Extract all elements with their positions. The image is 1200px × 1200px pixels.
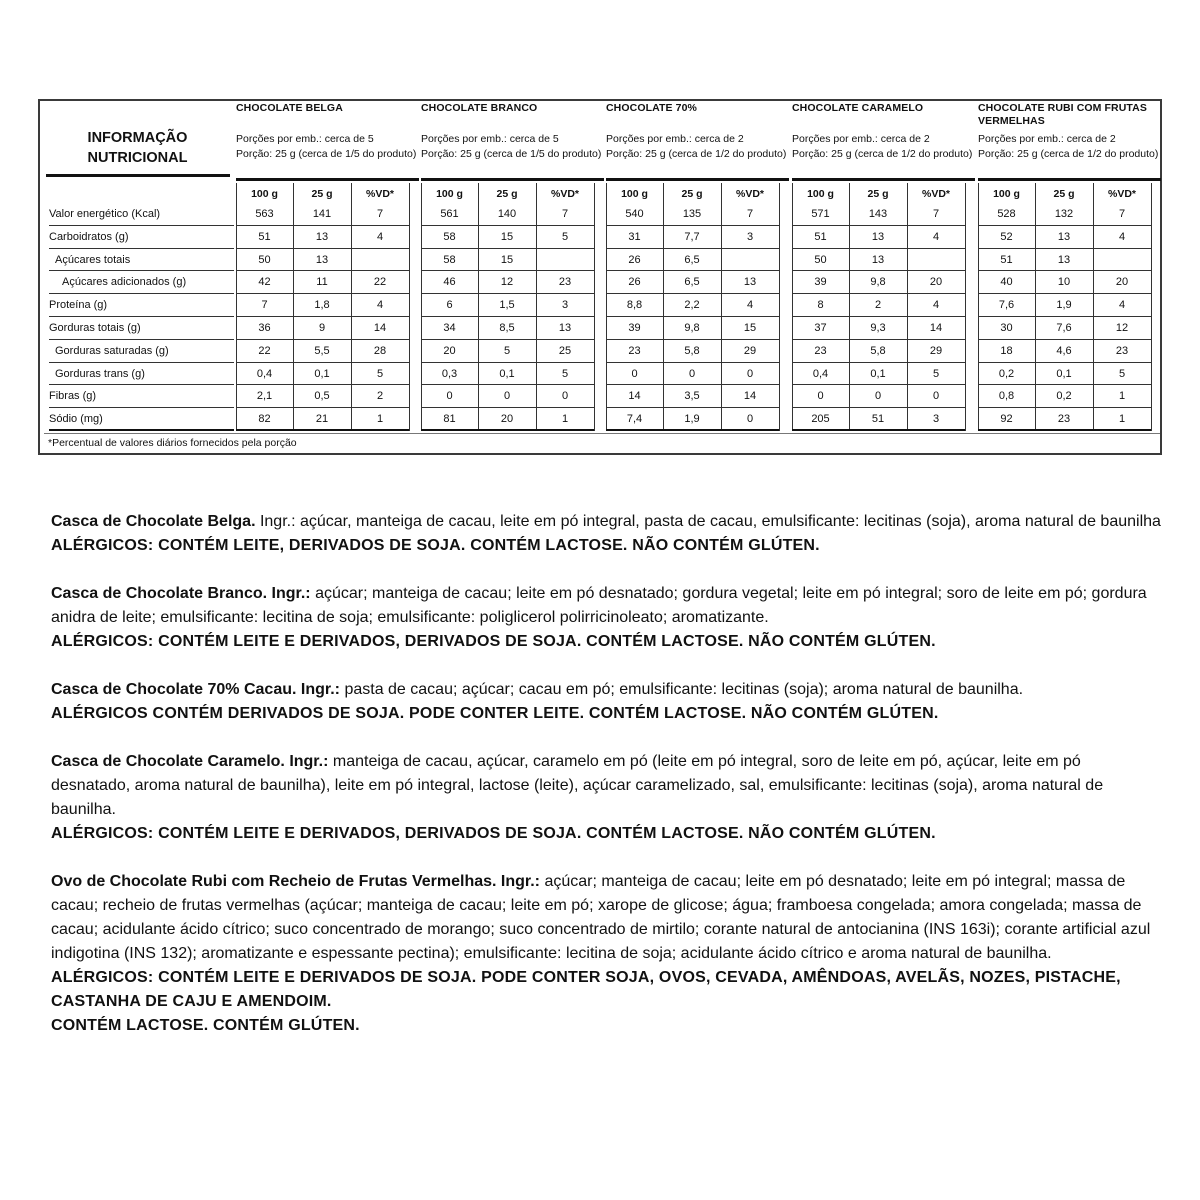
row-label: Valor energético (Kcal) <box>49 203 234 226</box>
nutrition-value-cell: 14 <box>907 317 965 340</box>
nutrition-value-cell: 0,1 <box>849 363 907 386</box>
product-name: CHOCOLATE RUBI COM FRUTAS VERMELHAS <box>978 102 1147 127</box>
ingredient-block <box>51 582 1161 654</box>
title-underline <box>46 174 230 177</box>
column-header: %VD* <box>550 188 579 200</box>
nutrition-value-cell: 51 <box>849 408 907 431</box>
nutrition-value-cell: 0,3 <box>421 363 478 386</box>
nutrition-value-cell: 20 <box>421 340 478 363</box>
nutrition-value-cell: 571 <box>792 203 849 226</box>
nutrition-value-cell: 26 <box>606 271 663 294</box>
ingredient-title: Casca de Chocolate Belga. <box>51 513 256 530</box>
footnote: *Percentual de valores diários fornecidos pela porção <box>48 437 297 449</box>
nutrition-value-cell: 0 <box>792 385 849 408</box>
nutrition-value-cell: 7 <box>721 203 779 226</box>
nutrition-value-cell: 140 <box>478 203 536 226</box>
allergen-statement: ALÉRGICOS: CONTÉM LEITE E DERIVADOS, DERIVADOS DE SOJA. CONTÉM LACTOSE. NÃO CONTÉM GLÚTEN. <box>51 825 936 842</box>
footnote-divider <box>44 433 1160 434</box>
column-header: %VD* <box>365 188 394 200</box>
ingredient-block <box>51 510 1161 558</box>
product-header <box>421 102 604 161</box>
column-header: 100 g <box>807 188 834 200</box>
nutrition-value-cell: 50 <box>792 249 849 272</box>
product-name: CHOCOLATE BRANCO <box>421 102 538 114</box>
nutrition-value-cell: 2 <box>351 385 409 408</box>
nutrition-value-cell: 29 <box>721 340 779 363</box>
nutrition-value-cell: 11 <box>293 271 351 294</box>
nutrition-value-cell: 5,8 <box>849 340 907 363</box>
nutrition-value-cell: 0,2 <box>978 363 1035 386</box>
column-header: %VD* <box>1107 188 1136 200</box>
nutrition-value-cell: 1 <box>1093 408 1151 431</box>
product-name: CHOCOLATE CARAMELO <box>792 102 924 114</box>
nutrition-value-cell: 7 <box>1093 203 1151 226</box>
nutrition-value-cell: 5 <box>907 363 965 386</box>
column-header: 100 g <box>436 188 463 200</box>
nutrition-value-cell: 7,7 <box>663 226 721 249</box>
nutrition-value-cell: 28 <box>351 340 409 363</box>
row-label: Açúcares adicionados (g) <box>49 271 234 294</box>
nutrition-value-cell: 12 <box>478 271 536 294</box>
ingredients-section <box>51 510 1161 1062</box>
row-label: Sódio (mg) <box>49 408 234 431</box>
nutrition-value-cell: 561 <box>421 203 478 226</box>
nutrition-value-cell: 81 <box>421 408 478 431</box>
nutrition-value-cell <box>351 249 409 272</box>
allergen-statement: ALÉRGICOS CONTÉM DERIVADOS DE SOJA. PODE CONTER LEITE. CONTÉM LACTOSE. NÃO CONTÉM GLÚTEN. <box>51 705 939 722</box>
nutrition-value-cell: 82 <box>236 408 293 431</box>
product-header-underline <box>792 178 975 181</box>
product-header <box>236 102 419 161</box>
nutrition-value-cell: 23 <box>1035 408 1093 431</box>
nutrition-value-cell: 5 <box>478 340 536 363</box>
nutrition-value-cell: 51 <box>792 226 849 249</box>
nutrition-value-cell: 2 <box>849 294 907 317</box>
product-header-underline <box>236 178 419 181</box>
nutrition-value-cell: 6,5 <box>663 271 721 294</box>
row-label: Açúcares totais <box>49 249 234 272</box>
nutrition-value-cell: 540 <box>606 203 663 226</box>
nutrition-value-cell: 36 <box>236 317 293 340</box>
nutrition-value-cell: 4,6 <box>1035 340 1093 363</box>
nutrition-value-cell: 0,5 <box>293 385 351 408</box>
nutrition-value-cell: 13 <box>536 317 594 340</box>
nutrition-value-cell: 42 <box>236 271 293 294</box>
nutrition-value-cell: 4 <box>1093 294 1151 317</box>
portion-size: Porção: 25 g (cerca de 1/2 do produto) <box>978 148 1159 160</box>
nutrition-value-cell: 5,5 <box>293 340 351 363</box>
nutrition-value-cell: 26 <box>606 249 663 272</box>
column-separator <box>409 183 410 431</box>
nutrition-value-cell: 3 <box>907 408 965 431</box>
nutrition-value-cell: 46 <box>421 271 478 294</box>
ingredient-title: Casca de Chocolate Caramelo. Ingr.: <box>51 753 329 770</box>
column-header: 100 g <box>251 188 278 200</box>
nutrition-value-cell: 9,3 <box>849 317 907 340</box>
row-label: Fibras (g) <box>49 385 234 408</box>
nutrition-value-cell: 23 <box>792 340 849 363</box>
nutrition-value-cell: 25 <box>536 340 594 363</box>
nutrition-value-cell: 4 <box>721 294 779 317</box>
nutrition-value-cell: 22 <box>236 340 293 363</box>
nutrition-value-cell: 9 <box>293 317 351 340</box>
nutrition-value-cell: 0,4 <box>236 363 293 386</box>
nutrition-value-cell: 31 <box>606 226 663 249</box>
row-label: Proteína (g) <box>49 294 234 317</box>
nutrition-value-cell: 13 <box>1035 249 1093 272</box>
ingredient-block <box>51 750 1161 846</box>
nutrition-value-cell: 6 <box>421 294 478 317</box>
nutrition-value-cell: 39 <box>792 271 849 294</box>
nutrition-value-cell: 0 <box>721 408 779 431</box>
column-header: 25 g <box>681 188 703 200</box>
nutrition-value-cell: 15 <box>478 249 536 272</box>
product-header <box>606 102 789 161</box>
column-header: %VD* <box>921 188 950 200</box>
nutrition-value-cell: 30 <box>978 317 1035 340</box>
nutrition-value-cell: 7,6 <box>978 294 1035 317</box>
nutrition-value-cell: 13 <box>293 249 351 272</box>
nutrition-value-cell: 1 <box>351 408 409 431</box>
portions-per-package: Porções por emb.: cerca de 5 <box>421 133 559 145</box>
product-name: CHOCOLATE 70% <box>606 102 697 114</box>
nutrition-value-cell: 13 <box>849 226 907 249</box>
nutrition-value-cell: 13 <box>721 271 779 294</box>
ingredient-title: Casca de Chocolate Branco. Ingr.: <box>51 585 311 602</box>
nutrition-value-cell: 5 <box>1093 363 1151 386</box>
nutrition-value-cell: 21 <box>293 408 351 431</box>
nutrition-value-cell: 7 <box>236 294 293 317</box>
ingredient-text: manteiga de cacau, açúcar, caramelo em pó (leite em pó integral, soro de leite em pó, açúcar, leite em pó desnatado, aroma natural de baunilha), leite em pó integral, lactose (leite), açúcar caramelizado, sal, emulsificante: lecitinas (soja), aroma natural de baunilha. <box>51 753 1104 818</box>
nutrition-value-cell: 51 <box>978 249 1035 272</box>
column-separator <box>779 183 780 431</box>
nutrition-value-cell: 7 <box>536 203 594 226</box>
nutrition-value-cell: 0,4 <box>792 363 849 386</box>
nutrition-value-cell: 1,5 <box>478 294 536 317</box>
nutrition-value-cell: 20 <box>478 408 536 431</box>
nutrition-value-cell: 34 <box>421 317 478 340</box>
ingredient-text: açúcar; manteiga de cacau; leite em pó desnatado; leite em pó integral; massa de cacau; recheio de frutas vermelhas (açúcar; manteiga de cacau; leite em pó; xarope de glicose; água; framboesa congelada; amora congelada; massa de cacau; acidulante ácido cítrico; suco concentrado de morango; suco concentrado de mirtilo; corante natural de antocianina (INS 163i); corante artificial azul indigotina (INS 132); aromatizante e espessante pectina); emulsificante: lecitina de soja; acidulante ácido cítrico e aroma natural de baunilha. <box>51 873 1151 962</box>
nutrition-value-cell: 0 <box>849 385 907 408</box>
nutrition-value-cell: 9,8 <box>849 271 907 294</box>
nutrition-value-cell: 92 <box>978 408 1035 431</box>
nutrition-value-cell: 563 <box>236 203 293 226</box>
column-separator <box>965 183 966 431</box>
product-header-underline <box>421 178 604 181</box>
nutrition-value-cell: 3 <box>721 226 779 249</box>
nutrition-value-cell: 0 <box>536 385 594 408</box>
nutrition-value-cell: 2,1 <box>236 385 293 408</box>
column-header: 100 g <box>993 188 1020 200</box>
nutrition-value-cell: 58 <box>421 249 478 272</box>
nutrition-value-cell: 14 <box>721 385 779 408</box>
nutrition-value-cell: 0,1 <box>1035 363 1093 386</box>
table-title-line1: INFORMAÇÃO <box>87 130 188 146</box>
column-header: 25 g <box>867 188 889 200</box>
nutrition-value-cell: 4 <box>1093 226 1151 249</box>
nutrition-value-cell: 8,5 <box>478 317 536 340</box>
nutrition-value-cell: 528 <box>978 203 1035 226</box>
nutrition-value-cell: 0,1 <box>478 363 536 386</box>
column-header: %VD* <box>735 188 764 200</box>
nutrition-value-cell: 0 <box>478 385 536 408</box>
product-header <box>792 102 975 161</box>
portion-size: Porção: 25 g (cerca de 1/5 do produto) <box>236 148 417 160</box>
nutrition-value-cell <box>907 249 965 272</box>
nutrition-value-cell: 132 <box>1035 203 1093 226</box>
table-title-line2: NUTRICIONAL <box>87 150 188 166</box>
nutrition-value-cell: 39 <box>606 317 663 340</box>
nutrition-value-cell: 23 <box>606 340 663 363</box>
nutrition-value-cell: 37 <box>792 317 849 340</box>
nutrition-value-cell: 0 <box>663 363 721 386</box>
ingredient-text: açúcar; manteiga de cacau; leite em pó desnatado; gordura vegetal; leite em pó integral; soro de leite em pó; gordura anidra de leite; emulsificante: lecitina de soja; emulsificante: poliglicerol polirricinoleato; aromatizante. <box>51 585 1147 626</box>
nutrition-value-cell: 1,9 <box>1035 294 1093 317</box>
nutrition-value-cell: 22 <box>351 271 409 294</box>
nutrition-value-cell: 5 <box>351 363 409 386</box>
nutrition-value-cell: 0 <box>907 385 965 408</box>
nutrition-value-cell <box>1093 249 1151 272</box>
table-title <box>46 128 229 168</box>
nutrition-value-cell: 40 <box>978 271 1035 294</box>
nutrition-value-cell: 50 <box>236 249 293 272</box>
nutrition-value-cell: 7,6 <box>1035 317 1093 340</box>
nutrition-value-cell: 205 <box>792 408 849 431</box>
nutrition-value-cell: 18 <box>978 340 1035 363</box>
product-header <box>978 102 1161 161</box>
row-label: Gorduras trans (g) <box>49 363 234 386</box>
column-header: 100 g <box>621 188 648 200</box>
nutrition-value-cell: 4 <box>907 294 965 317</box>
nutrition-value-cell: 5,8 <box>663 340 721 363</box>
nutrition-value-cell: 29 <box>907 340 965 363</box>
nutrition-value-cell: 0,2 <box>1035 385 1093 408</box>
nutrition-value-cell: 51 <box>236 226 293 249</box>
product-header-underline <box>978 178 1161 181</box>
nutrition-value-cell: 0,8 <box>978 385 1035 408</box>
nutrition-value-cell: 14 <box>351 317 409 340</box>
product-header-underline <box>606 178 789 181</box>
nutrition-value-cell: 6,5 <box>663 249 721 272</box>
nutrition-value-cell: 0,1 <box>293 363 351 386</box>
portion-size: Porção: 25 g (cerca de 1/2 do produto) <box>792 148 973 160</box>
nutrition-value-cell <box>536 249 594 272</box>
portion-size: Porção: 25 g (cerca de 1/2 do produto) <box>606 148 787 160</box>
nutrition-value-cell: 2,2 <box>663 294 721 317</box>
nutrition-value-cell: 141 <box>293 203 351 226</box>
nutrition-value-cell: 5 <box>536 226 594 249</box>
row-label: Gorduras saturadas (g) <box>49 340 234 363</box>
nutrition-value-cell: 3,5 <box>663 385 721 408</box>
nutrition-value-cell: 58 <box>421 226 478 249</box>
nutrition-value-cell: 7 <box>907 203 965 226</box>
nutrition-value-cell: 135 <box>663 203 721 226</box>
ingredient-text: pasta de cacau; açúcar; cacau em pó; emulsificante: lecitinas (soja); aroma natural de baunilha. <box>340 681 1024 698</box>
nutrition-value-cell: 13 <box>293 226 351 249</box>
portion-size: Porção: 25 g (cerca de 1/5 do produto) <box>421 148 602 160</box>
nutrition-value-cell: 1 <box>536 408 594 431</box>
nutrition-value-cell: 0 <box>606 363 663 386</box>
nutrition-value-cell: 5 <box>536 363 594 386</box>
ingredient-block <box>51 870 1161 1038</box>
nutrition-value-cell: 14 <box>606 385 663 408</box>
allergen-statement: ALÉRGICOS: CONTÉM LEITE, DERIVADOS DE SOJA. CONTÉM LACTOSE. NÃO CONTÉM GLÚTEN. <box>51 537 820 554</box>
nutrition-value-cell: 1,8 <box>293 294 351 317</box>
nutrition-value-cell: 20 <box>907 271 965 294</box>
nutrition-value-cell: 7,4 <box>606 408 663 431</box>
nutrition-value-cell: 1 <box>1093 385 1151 408</box>
nutrition-value-cell: 10 <box>1035 271 1093 294</box>
nutrition-value-cell: 143 <box>849 203 907 226</box>
column-header: 25 g <box>1053 188 1075 200</box>
nutrition-value-cell: 0 <box>421 385 478 408</box>
nutrition-value-cell: 20 <box>1093 271 1151 294</box>
allergen-statement-2: CONTÉM LACTOSE. CONTÉM GLÚTEN. <box>51 1017 360 1034</box>
nutrition-value-cell: 4 <box>351 294 409 317</box>
nutrition-value-cell: 23 <box>536 271 594 294</box>
column-separator <box>594 183 595 431</box>
ingredient-text: Ingr.: açúcar, manteiga de cacau, leite em pó integral, pasta de cacau, emulsificante: lecitinas (soja), aroma natural de baunilha <box>255 513 1161 530</box>
nutrition-value-cell: 52 <box>978 226 1035 249</box>
nutrition-value-cell: 7 <box>351 203 409 226</box>
nutrition-value-cell: 15 <box>478 226 536 249</box>
column-separator <box>1151 183 1152 431</box>
nutrition-value-cell: 23 <box>1093 340 1151 363</box>
column-header: 25 g <box>496 188 518 200</box>
nutrition-value-cell: 4 <box>907 226 965 249</box>
nutrition-value-cell: 3 <box>536 294 594 317</box>
nutrition-value-cell: 12 <box>1093 317 1151 340</box>
nutrition-value-cell <box>721 249 779 272</box>
ingredient-block <box>51 678 1161 726</box>
nutrition-value-cell: 0 <box>721 363 779 386</box>
allergen-statement: ALÉRGICOS: CONTÉM LEITE E DERIVADOS, DERIVADOS DE SOJA. CONTÉM LACTOSE. NÃO CONTÉM GLÚTEN. <box>51 633 936 650</box>
nutrition-value-cell: 13 <box>849 249 907 272</box>
nutrition-value-cell: 8,8 <box>606 294 663 317</box>
nutrition-value-cell: 1,9 <box>663 408 721 431</box>
portions-per-package: Porções por emb.: cerca de 5 <box>236 133 374 145</box>
ingredient-title: Casca de Chocolate 70% Cacau. Ingr.: <box>51 681 340 698</box>
nutrition-value-cell: 4 <box>351 226 409 249</box>
portions-per-package: Porções por emb.: cerca de 2 <box>606 133 744 145</box>
portions-per-package: Porções por emb.: cerca de 2 <box>792 133 930 145</box>
ingredient-title: Ovo de Chocolate Rubi com Recheio de Frutas Vermelhas. Ingr.: <box>51 873 541 890</box>
portions-per-package: Porções por emb.: cerca de 2 <box>978 133 1116 145</box>
nutrition-value-cell: 9,8 <box>663 317 721 340</box>
nutrition-value-cell: 8 <box>792 294 849 317</box>
nutrition-value-cell: 13 <box>1035 226 1093 249</box>
column-header: 25 g <box>311 188 333 200</box>
allergen-statement: ALÉRGICOS: CONTÉM LEITE E DERIVADOS DE SOJA. PODE CONTER SOJA, OVOS, CEVADA, AMÊNDOAS, AVELÃS, NOZES, PISTACHE, CASTANHA DE CAJU E AMENDOIM. <box>51 969 1121 1010</box>
nutrition-value-cell: 15 <box>721 317 779 340</box>
row-label: Gorduras totais (g) <box>49 317 234 340</box>
row-label: Carboidratos (g) <box>49 226 234 249</box>
product-name: CHOCOLATE BELGA <box>236 102 343 114</box>
